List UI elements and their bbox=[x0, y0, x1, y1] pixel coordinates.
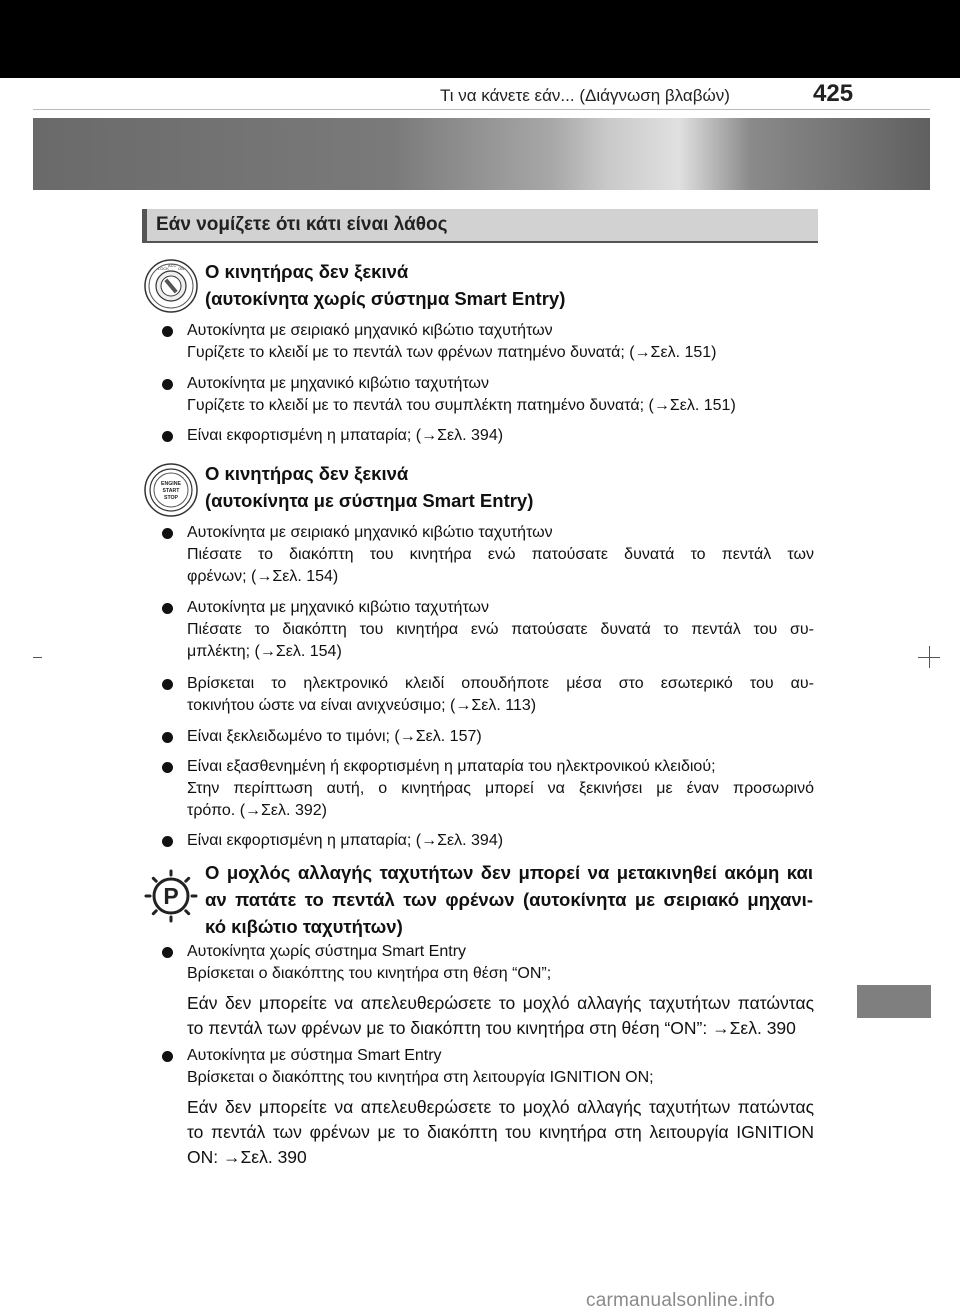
block3-title bbox=[205, 859, 813, 940]
engine-start-stop-icon bbox=[143, 462, 199, 518]
item-text: Στην περίπτωση αυτή, ο κινητήρας μπορεί να ξεκινήσει με έναν προσωρινό bbox=[187, 780, 814, 797]
item-text: Γυρίζετε το κλειδί με το πεντάλ του συμπλέκτη πατημένο δυνατά; (→Σελ. 151) bbox=[187, 397, 736, 414]
item-text: Είναι εκφορτισμένη η μπαταρία; (→Σελ. 394) bbox=[187, 427, 504, 444]
bullet bbox=[162, 762, 173, 773]
start-stop-label-1: ENGINE bbox=[161, 481, 181, 487]
list-item bbox=[162, 373, 814, 417]
item-heading: Αυτοκίνητα με σειριακό μηχανικό κιβώτιο ταχυτήτων bbox=[187, 524, 553, 541]
item-text: τρόπο. (→Σελ. 392) bbox=[187, 802, 327, 819]
watermark: carmanualsonline.info bbox=[586, 1290, 776, 1311]
item-text: Βρίσκεται το ηλεκτρονικό κλειδί οπουδήποτε μέσα στο εσωτερικό του αυ- bbox=[187, 675, 814, 692]
item-text: φρένων; (→Σελ. 154) bbox=[187, 568, 339, 585]
block2-title-line2: (αυτοκίνητα με σύστημα Smart Entry) bbox=[205, 490, 534, 511]
start-stop-label-2: START bbox=[162, 488, 180, 494]
list-item bbox=[162, 522, 814, 588]
park-p-letter: P bbox=[163, 883, 179, 909]
item-text: Πιέσατε το διακόπτη του κινητήρα ενώ πατούσατε δυνατά το πεντάλ των bbox=[187, 546, 814, 563]
list-item bbox=[162, 320, 814, 364]
block3-title-line3: κό κιβώτιο ταχυτήτων) bbox=[205, 916, 403, 937]
block1-title bbox=[205, 258, 565, 312]
item-heading: Αυτοκίνητα με σειριακό μηχανικό κιβώτιο ταχυτήτων bbox=[187, 322, 553, 339]
list-item bbox=[162, 726, 814, 748]
start-stop-label-3: STOP bbox=[163, 495, 179, 501]
item-heading: Αυτοκίνητα με μηχανικό κιβώτιο ταχυτήτων bbox=[187, 599, 490, 616]
item-text: μπλέκτη; (→Σελ. 154) bbox=[187, 643, 342, 660]
bullet bbox=[162, 603, 173, 614]
block1-title-line1: Ο κινητήρας δεν ξεκινά bbox=[205, 261, 409, 282]
svg-text:ON: ON bbox=[178, 266, 184, 271]
section-heading bbox=[142, 209, 818, 243]
bullet bbox=[162, 732, 173, 743]
chapter-side-tab bbox=[857, 985, 931, 1018]
list-item bbox=[162, 1045, 814, 1170]
section-heading-text: Εάν νομίζετε ότι κάτι είναι λάθος bbox=[156, 214, 448, 235]
item-heading: Αυτοκίνητα με σύστημα Smart Entry bbox=[187, 1047, 442, 1064]
item-text: Είναι ξεκλειδωμένο το τιμόνι; (→Σελ. 157) bbox=[187, 728, 482, 745]
item-text: Βρίσκεται ο διακόπτης του κινητήρα στη λειτουργία IGNITION ON; bbox=[187, 1069, 654, 1086]
chapter-banner bbox=[33, 118, 930, 190]
block2-title-line1: Ο κινητήρας δεν ξεκινά bbox=[205, 463, 409, 484]
svg-text:ACC: ACC bbox=[168, 263, 177, 268]
list-item bbox=[162, 597, 814, 663]
section-heading-marker bbox=[142, 209, 147, 241]
park-p-icon bbox=[143, 868, 199, 924]
item-text: Πιέσατε το διακόπτη του κινητήρα ενώ πατούσατε δυνατά το πεντάλ του συ- bbox=[187, 621, 814, 638]
item-heading: Αυτοκίνητα με μηχανικό κιβώτιο ταχυτήτων bbox=[187, 375, 490, 392]
bullet bbox=[162, 947, 173, 958]
item-text: τοκινήτου ώστε να είναι ανιχνεύσιμο; (→Σελ. 113) bbox=[187, 697, 537, 714]
list-item bbox=[162, 830, 814, 852]
bullet bbox=[162, 379, 173, 390]
list-item bbox=[162, 756, 814, 822]
block1-title-line2: (αυτοκίνητα χωρίς σύστημα Smart Entry) bbox=[205, 288, 566, 309]
item-text: Βρίσκεται ο διακόπτης του κινητήρα στη θέση “ON”; bbox=[187, 965, 552, 982]
item-text: Είναι εκφορτισμένη η μπαταρία; (→Σελ. 394) bbox=[187, 832, 504, 849]
item-note: ON: →Σελ. 390 bbox=[187, 1147, 307, 1167]
block3-title-line1: Ο μοχλός αλλαγής ταχυτήτων δεν μπορεί να μετακινηθεί ακόμη και bbox=[205, 862, 813, 883]
ignition-key-icon bbox=[143, 258, 199, 314]
item-note: το πεντάλ των φρένων με το διακόπτη του κινητήρα στη λειτουργία IGNITION bbox=[187, 1122, 814, 1142]
svg-text:LOCK: LOCK bbox=[158, 266, 169, 271]
list-item bbox=[162, 673, 814, 717]
item-note: Εάν δεν μπορείτε να απελευθερώσετε το μοχλό αλλαγής ταχυτήτων πατώντας bbox=[187, 1097, 814, 1117]
item-heading: Αυτοκίνητα χωρίς σύστημα Smart Entry bbox=[187, 943, 467, 960]
bullet bbox=[162, 528, 173, 539]
page-number: 425 bbox=[813, 80, 854, 107]
item-text: Γυρίζετε το κλειδί με το πεντάλ των φρένων πατημένο δυνατά; (→Σελ. 151) bbox=[187, 344, 717, 361]
crop-mark-left bbox=[33, 657, 42, 658]
item-note: το πεντάλ των φρένων με το διακόπτη του κινητήρα στη θέση “ON”: →Σελ. 390 bbox=[187, 1018, 796, 1038]
list-item bbox=[162, 425, 814, 447]
bullet bbox=[162, 326, 173, 337]
crop-mark-right-v bbox=[929, 646, 930, 668]
bullet bbox=[162, 679, 173, 690]
bullet bbox=[162, 1051, 173, 1062]
item-heading: Είναι εξασθενημένη ή εκφορτισμένη η μπαταρία του ηλεκτρονικού κλειδιού; bbox=[187, 758, 716, 775]
bullet bbox=[162, 431, 173, 442]
block3-title-line2: αν πατάτε το πεντάλ των φρένων (αυτοκίνητα με σειριακό μηχανι- bbox=[205, 889, 813, 910]
running-header-title: Τι να κάνετε εάν... (Διάγνωση βλαβών) bbox=[440, 86, 730, 105]
block2-title bbox=[205, 460, 533, 514]
list-item bbox=[162, 941, 814, 1041]
top-black-bar bbox=[0, 0, 960, 78]
bullet bbox=[162, 836, 173, 847]
item-note: Εάν δεν μπορείτε να απελευθερώσετε το μοχλό αλλαγής ταχυτήτων πατώντας bbox=[187, 993, 814, 1013]
